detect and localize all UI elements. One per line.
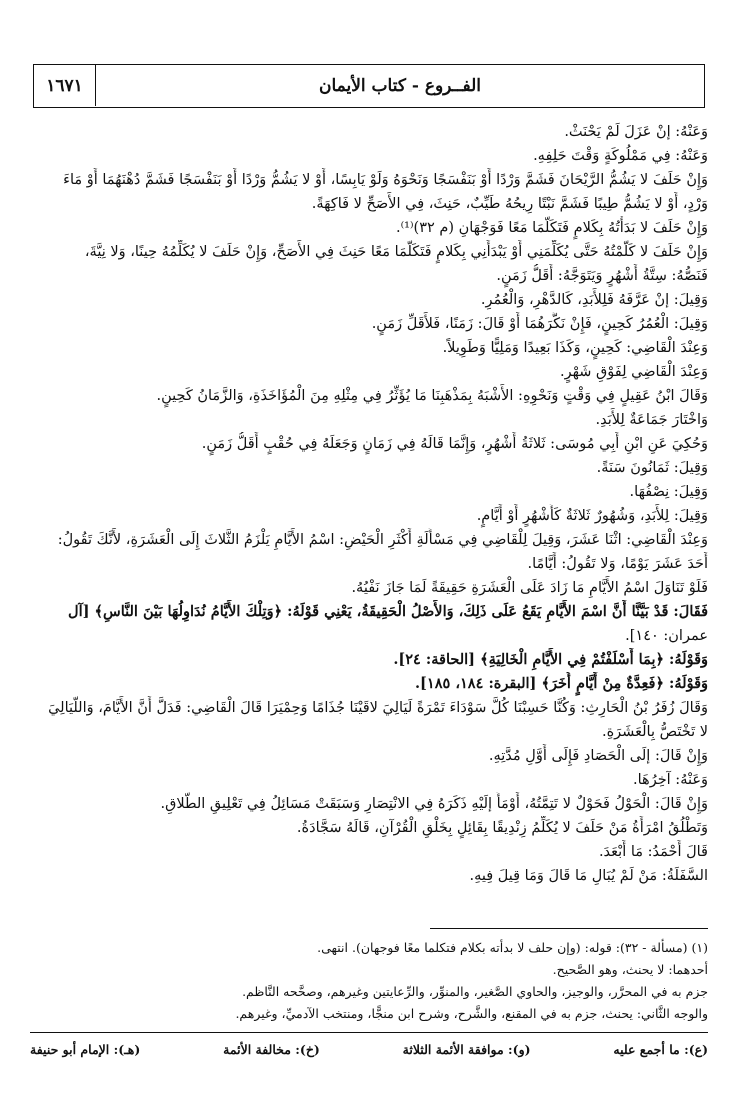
- text-line: وَحُكِيَ عَنِ ابْنِ أَبِي مُوسَى: ثَلاثَةُ أَشْهُرٍ، وَإِنَّمَا قَالَهُ فِي زَمَانٍ وَجَعَلَهُ فِي حُقْبٍ أَقَلُّ زَمَنٍ.: [201, 436, 708, 452]
- symbol-key: [30, 1038, 708, 1060]
- text-line: وَإِنْ حَلَفَ لا يَشُمُّ الرَّيْحَانَ فَشَمَّ وَرْدًا أَوْ بَنَفْسَجًا وَنَحْوَهُ وَلَوْ يَابِسًا، أَوْ لا يَشُمُّ وَرْدًا أَوْ بَنَفْسَجًا فَشَمَّ دُهْنَهُمَا أَوْ مَاءَ: [63, 172, 708, 188]
- text-line: قَالَ أَحْمَدُ: مَا أَبْعَدَ.: [598, 844, 708, 860]
- footnote-line: جزم به في المحرَّر، والوجيز، والحاوي الصَّغير، والمنوِّر، والرِّعايتين وغيرهم، وصحَّحه النَّاظم.: [242, 984, 708, 999]
- text-line: وَقَالَ ابْنُ عَقِيلٍ فِي وَقْتٍ وَنَحْوِهِ: الأَشْبَهُ بِمَذْهَبِنَا مَا يُؤَثِّرُ فِي مِثْلِهِ مِنَ الْمُؤَاخَذَةِ، وَالزَّمَانُ كَحِينٍ.: [156, 388, 708, 404]
- text-line: وَإِنْ حَلَفَ لا بَدَأْتُهُ بِكَلامٍ فَتَكَلَّمَا مَعًا فَوَجْهَانِ (م ٣٢)⁽¹⁾.: [395, 220, 708, 236]
- key-disagreement: (خ): مخالفة الأئمة: [223, 1041, 320, 1057]
- text-line: أَحَدَ عَشَرَ يَوْمًا، وَلا تَقُولُ: أَيَّامًا.: [527, 556, 708, 572]
- running-title: الفــروع - كتاب الأيمان: [318, 75, 482, 96]
- text-line: فَنَصُّهُ: سِتَّةُ أَشْهُرٍ وَيَتَوَجَّهُ: أَقَلُّ زَمَنٍ.: [496, 268, 708, 284]
- text-line: وَعِنْدَ الْقَاضِي لِفَوْقِ شَهْرٍ.: [559, 364, 708, 380]
- page-number: ١٦٧١: [34, 65, 96, 106]
- key-abu-hanifa: (هـ): الإمام أبو حنيفة: [30, 1041, 141, 1057]
- footnote-line: (١) (مسألة - ٣٢): قوله: (وإن حلف لا بدأته بكلام فتكلما معًا فوجهان). انتهى.: [317, 940, 708, 955]
- text-line: وَاخْتَارَ جَمَاعَةٌ لِلأَبَدِ.: [595, 412, 708, 428]
- text-line: وَإِنْ حَلَفَ لا كَلَّمْتُهُ حَتَّى يُكَلِّمَنِي أَوْ يَبْدَأَنِي بِكَلامٍ فَتَكَلَّمَا مَعًا حَنِثَ فِي الأَصَحِّ، وَإِنْ حَلَفَ لا يُكَلِّمُهُ حِينًا، وَلا نِيَّةَ،: [84, 244, 708, 260]
- text-line: وَعَنْهُ: آخِرُهَا.: [633, 772, 708, 788]
- text-line: وَقَالَ زُفَرُ بْنُ الْحَارِثِ: وَكُنَّا حَسِبْنَا كُلَّ سَوْدَاءَ تَمْرَةً لَيَالِيَ لاقَيْنَا جُذَامًا وَحِمْيَرَا قَالَ الْقَاضِي: فَدَلَّ أَنَّ الأَيَّامَ، وَاللَّيَالِيَ: [48, 700, 708, 716]
- text-line: وَقِيلَ: الْعُمُرُ كَحِينٍ، فَإِنْ نَكَّرَهُمَا أَوْ قَالَ: زَمَنًا، فَلأَقَلِّ زَمَنٍ.: [371, 316, 708, 332]
- text-line: وَإِنْ قَالَ: الْحَوْلُ فَحَوْلٌ لا تَتِمَّتُهُ، أَوْمَأَ إلَيْهِ ذَكَرَهُ فِي الانْتِصَارِ وَسَبَقَتْ مَسَائِلُ فِي تَعْلِيقِ الطَّلاقِ.: [160, 796, 708, 812]
- text-line: وَتَطْلُقُ امْرَأَةُ مَنْ حَلَفَ لا يُكَلِّمُ زِنْدِيقًا بِقَائِلٍ بِخَلْقِ الْقُرْآنِ، قَالَهُ سَجَّادَةُ.: [296, 820, 708, 836]
- footnote-line: أحدهما: لا يحنث، وهو الصَّحيح.: [552, 962, 708, 977]
- text-line: وَعِنْدَ الْقَاضِي: اثْنَا عَشَرَ، وَقِيلَ لِلْقَاضِي فِي مَسْأَلَةِ أَكْثَرِ الْحَيْضِ: اسْمُ الأَيَّامِ يَلْزَمُ الثَّلاثَ إِلَى الْعَشَرَةِ، لأَنَّكَ تَقُولُ:: [57, 532, 708, 548]
- text-line: وَقِيلَ: نِصْفُهَا.: [629, 484, 708, 500]
- key-agreement: (و): موافقة الأئمة الثلاثة: [402, 1041, 531, 1057]
- text-line: وَقِيلَ: لِلأَبَدِ، وَشُهُورٌ ثَلاثَةٌ كَأَشْهُرٍ أَوْ أَيَّامٍ.: [476, 508, 708, 524]
- text-line: عمران: ١٤٠].: [625, 628, 708, 644]
- text-line: فَقَالَ: قَدْ بَيَّنَّا أَنَّ اسْمَ الأَيَّامِ يَقَعُ عَلَى ذَلِكَ، وَالأَصْلُ الْحَقِيقَةُ، يَعْنِي قَوْلَهُ: ﴿وَتِلْكَ الأَيَّامُ نُدَاوِلُهَا بَيْنَ النَّاسِ﴾ [آل: [68, 603, 708, 620]
- page-header: [33, 64, 705, 108]
- text-line: وَرْدٍ، أَوْ لا يَشُمُّ طِيبًا فَشَمَّ نَبْتًا رِيحُهُ طَيِّبٌ، حَنِثَ، فِي الأَصَحِّ لا فَاكِهَةً.: [311, 196, 708, 212]
- footer-rule: [30, 1032, 708, 1033]
- text-line: وَعَنْهُ: فِي مَمْلُوكَةٍ وَقْتَ حَلِفِهِ.: [533, 148, 708, 164]
- text-line: وَعِنْدَ الْقَاضِي: كَحِينٍ، وَكَذَا بَعِيدًا وَمَلِيًّا وَطَوِيلاً.: [442, 340, 708, 356]
- footnote-divider: [430, 928, 708, 929]
- text-line: وَقِيلَ: ثَمَانُونَ سَنَةً.: [596, 460, 708, 476]
- footnote-line: والوجه الثَّاني: يحنث، جزم به في المقنع، والشَّرح، وشرح ابن منجًّا، ومنتخب الآدميِّ، وغيرهم.: [235, 1006, 708, 1021]
- text-line: السَّفَلَةُ: مَنْ لَمْ يُبَالِ مَا قَالَ وَمَا قِيلَ فِيهِ.: [469, 868, 708, 884]
- text-line: وَإِنْ قَالَ: إلَى الْحَصَادِ فَإِلَى أَوَّلِ مُدَّتِهِ.: [488, 748, 708, 764]
- text-line: وَقَوْلَهُ: ﴿بِمَا أَسْلَفْتُمْ فِي الأَيَّامِ الْخَالِيَةِ﴾ [الحاقة: ٢٤].: [393, 651, 708, 668]
- text-line: وَقَوْلَهُ: ﴿فَعِدَّةٌ مِنْ أَيَّامٍ أُخَرَ﴾ [البقرة: ١٨٤، ١٨٥].: [414, 675, 708, 692]
- text-line: لا تَخْتَصُّ بِالْعَشَرَةِ.: [601, 724, 708, 740]
- text-line: وَعَنْهُ: إنْ عَزَلَ لَمْ يَحْنَثْ.: [564, 124, 708, 140]
- text-line: فَلَوْ تَنَاوَلَ اسْمُ الأَيَّامِ مَا زَادَ عَلَى الْعَشَرَةِ حَقِيقَةً لَمَا جَازَ نَفْيُهُ.: [351, 580, 708, 596]
- text-line: وَقِيلَ: إنْ عَرَّفَهُ فَلِلأَبَدِ، كَالدَّهْرِ، وَالْعُمُرِ.: [480, 292, 708, 308]
- key-consensus: (ع): ما أجمع عليه: [613, 1041, 708, 1057]
